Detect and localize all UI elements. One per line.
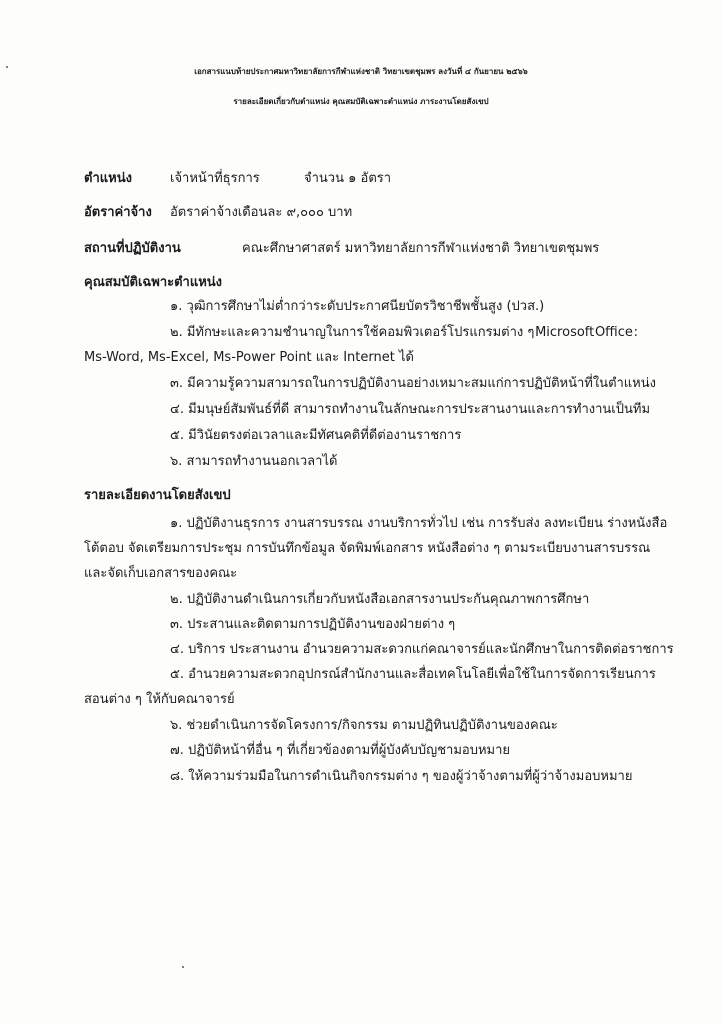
qualification-item-6: ๖. สามารถทำงานนอกเวลาได้ [170,454,338,469]
duty-item-3: ๓. ประสานและติดตามการปฏิบัติงานของฝ่ายต่าง ๆ [170,617,456,632]
position-label: ตำแหน่ง [84,171,132,186]
qualifications-heading: คุณสมบัติเฉพาะตำแหน่ง [84,275,223,290]
salary-value: อัตราค่าจ้างเดือนละ ๙,๐๐๐ บาท [170,205,353,220]
duty-item-8: ๘. ให้ความร่วมมือในการดำเนินกิจกรรมต่าง ๆ ของผู้ว่าจ้างตามที่ผู้ว่าจ้างมอบหมาย [170,769,633,784]
qualification-item-5: ๕. มีวินัยตรงต่อเวลาและมีทัศนคติที่ดีต่องานราชการ [170,428,462,443]
qualification-item-2-continued: Ms-Word, Ms-Excel, Ms-Power Point และ Internet ได้ [84,350,414,365]
qualification-item-2-word: Office [594,325,633,340]
qualification-item-2-text: ๒. มีทักษะและความชำนาญในการใช้คอมพิวเตอร์โปรแกรมต่าง ๆ [170,325,535,340]
duty-item-6: ๖. ช่วยดำเนินการจัดโครงการ/กิจกรรม ตามปฏิทินปฏิบัติงานของคณะ [170,718,558,733]
duty-item-4: ๔. บริการ ประสานงาน อำนวยความสะดวกแก่คณาจารย์และนักศึกษาในการติดต่อราชการ [170,642,674,657]
scan-speck [182,966,184,968]
duty-item-1-line-2: โต้ตอบ จัดเตรียมการประชุม การบันทึกข้อมูล จัดพิมพ์เอกสาร หนังสือต่าง ๆ ตามระเบียบงานสารบรรณ [84,541,651,556]
qualification-item-4: ๔. มีมนุษย์สัมพันธ์ที่ดี สามารถทำงานในลักษณะการประสานงานและการทำงานเป็นทีม [170,402,651,417]
position-count: จำนวน ๑ อัตรา [304,171,392,186]
duty-item-2: ๒. ปฏิบัติงานดำเนินการเกี่ยวกับหนังสือเอกสารงานประกันคุณภาพการศึกษา [170,592,590,607]
duty-item-1-line-3: และจัดเก็บเอกสารของคณะ [84,566,238,581]
qualification-item-2-colon: : [633,325,638,340]
salary-label: อัตราค่าจ้าง [84,205,152,220]
duty-item-1-line-1: ๑. ปฏิบัติงานธุรการ งานสารบรรณ งานบริการทั่วไป เช่น การรับส่ง ลงทะเบียน ร่างหนังสือ [170,516,668,531]
duty-item-5-line-2: สอนต่าง ๆ ให้กับคณาจารย์ [84,692,235,707]
qualification-item-3: ๓. มีความรู้ความสามารถในการปฏิบัติงานอย่างเหมาะสมแก่การปฏิบัติหน้าที่ในตำแหน่ง [170,376,656,391]
document-title-line-1: เอกสารแนบท้ายประกาศมหาวิทยาลัยการกีฬาแห่งชาติ วิทยาเขตชุมพร ลงวันที่ ๔ กันยายน ๒๕๖๖ [194,67,528,76]
workplace-label: สถานที่ปฏิบัติงาน [84,241,181,256]
duty-item-7: ๗. ปฏิบัติหน้าที่อื่น ๆ ที่เกี่ยวข้องตามที่ผู้บังคับบัญชามอบหมาย [170,743,511,758]
duties-heading: รายละเอียดงานโดยสังเขป [84,488,231,503]
qualification-item-2-word: Microsoft [535,325,595,340]
workplace-value: คณะศึกษาศาสตร์ มหาวิทยาลัยการกีฬาแห่งชาติ วิทยาเขตชุมพร [242,241,600,256]
duty-item-5-line-1: ๕. อำนวยความสะดวกอุปกรณ์สำนักงานและสื่อเทคโนโลยีเพื่อใช้ในการจัดการเรียนการ [170,667,656,682]
position-value: เจ้าหน้าที่ธุรการ [170,171,260,186]
qualification-item-2 [170,324,638,342]
qualification-item-1: ๑. วุฒิการศึกษาไม่ต่ำกว่าระดับประกาศนียบัตรวิชาชีพชั้นสูง (ปวส.) [170,299,545,314]
document-title-line-2: รายละเอียดเกี่ยวกับตำแหน่ง คุณสมบัติเฉพาะตำแหน่ง ภาระงานโดยสังเขป [233,97,489,106]
